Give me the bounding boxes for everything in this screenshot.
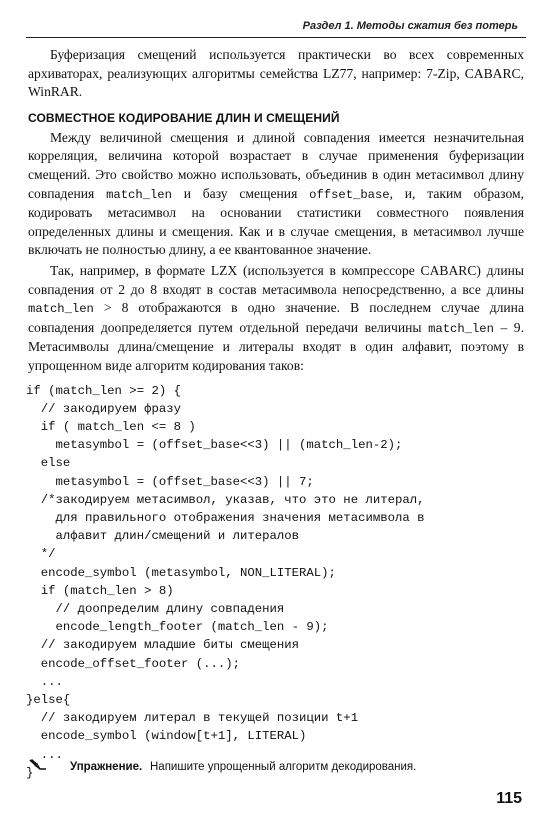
inline-code: match_len	[106, 187, 172, 202]
pencil-icon	[28, 758, 48, 772]
page-number: 115	[496, 790, 522, 807]
inline-code: match_len	[428, 321, 494, 336]
text-run: Между величиной смещения и длиной совпадения имеется незначительная корреляция, величина которой возрастает в случае применения буферизации смещений. Это свойство можно использовать, объединив в один метасимвол длину совпадения	[28, 129, 524, 201]
code-listing: if (match_len >= 2) { // закодируем фразу if ( match_len <= 8 ) metasymbol = (offset_base<<3) || (match_len-2); else metasymbol = (offset_base<<3) || 7; /*закодируем метасимвол, указав, что это не литерал, для правильного отображения значения метасимвола в алфавит длин/смещений и литералов */ encode_symbol (metasymbol, NON_LITERAL); if (match_len > 8) // доопределим длину совпадения encode_length_footer (match_len - 9); // закодируем младшие биты смещения encode_offset_footer (...); ... }else{ // закодируем литерал в текущей позиции t+1 encode_symbol (window[t+1], LITERAL) ... }	[26, 383, 425, 780]
text-run: , и, таким образом, кодировать метасимвол на основании статистики совместного появления определенных длины и смещения. Как и в случае смещения, в метасимвол лучше включать не полностью длину, а ее квантованное значение.	[28, 185, 524, 258]
text-run: > 8 отображаются в одно значение. В последнем случае длина совпадения доопределяется путем отдельной передачи величины	[28, 300, 524, 335]
intro-paragraph: Буферизация смещений используется практически во всех современных архиваторах, реализующих алгоритмы семейства LZ77, например: 7-Zip, CABARC, WinRAR.	[28, 47, 524, 100]
section-heading: СОВМЕСТНОЕ КОДИРОВАНИЕ ДЛИН И СМЕЩЕНИЙ	[28, 110, 340, 125]
exercise-text: Напишите упрощенный алгоритм декодирования.	[150, 761, 417, 773]
text-run: и базу смещения	[171, 185, 310, 201]
text-run: – 9. Метасимволы длина/смещение и литералы входят в один алфавит, поэтому в упрощенном виде алгоритм кодирования таков:	[28, 319, 524, 373]
paragraph-lzx	[28, 262, 524, 376]
text-run: Так, например, в формате LZX (используется в компрессоре CABARC) длины совпадения от 2 до 8 входят в состав метасимвола непосредственно, а все длины	[28, 262, 524, 297]
page-content	[28, 46, 524, 782]
header-rule	[26, 37, 526, 38]
inline-code: match_len	[28, 302, 94, 317]
running-head: Раздел 1. Методы сжатия без потерь	[302, 20, 518, 32]
exercise-label: Упражнение.	[70, 761, 143, 773]
paragraph-correlation	[28, 129, 524, 260]
inline-code: offset_base	[309, 187, 390, 202]
